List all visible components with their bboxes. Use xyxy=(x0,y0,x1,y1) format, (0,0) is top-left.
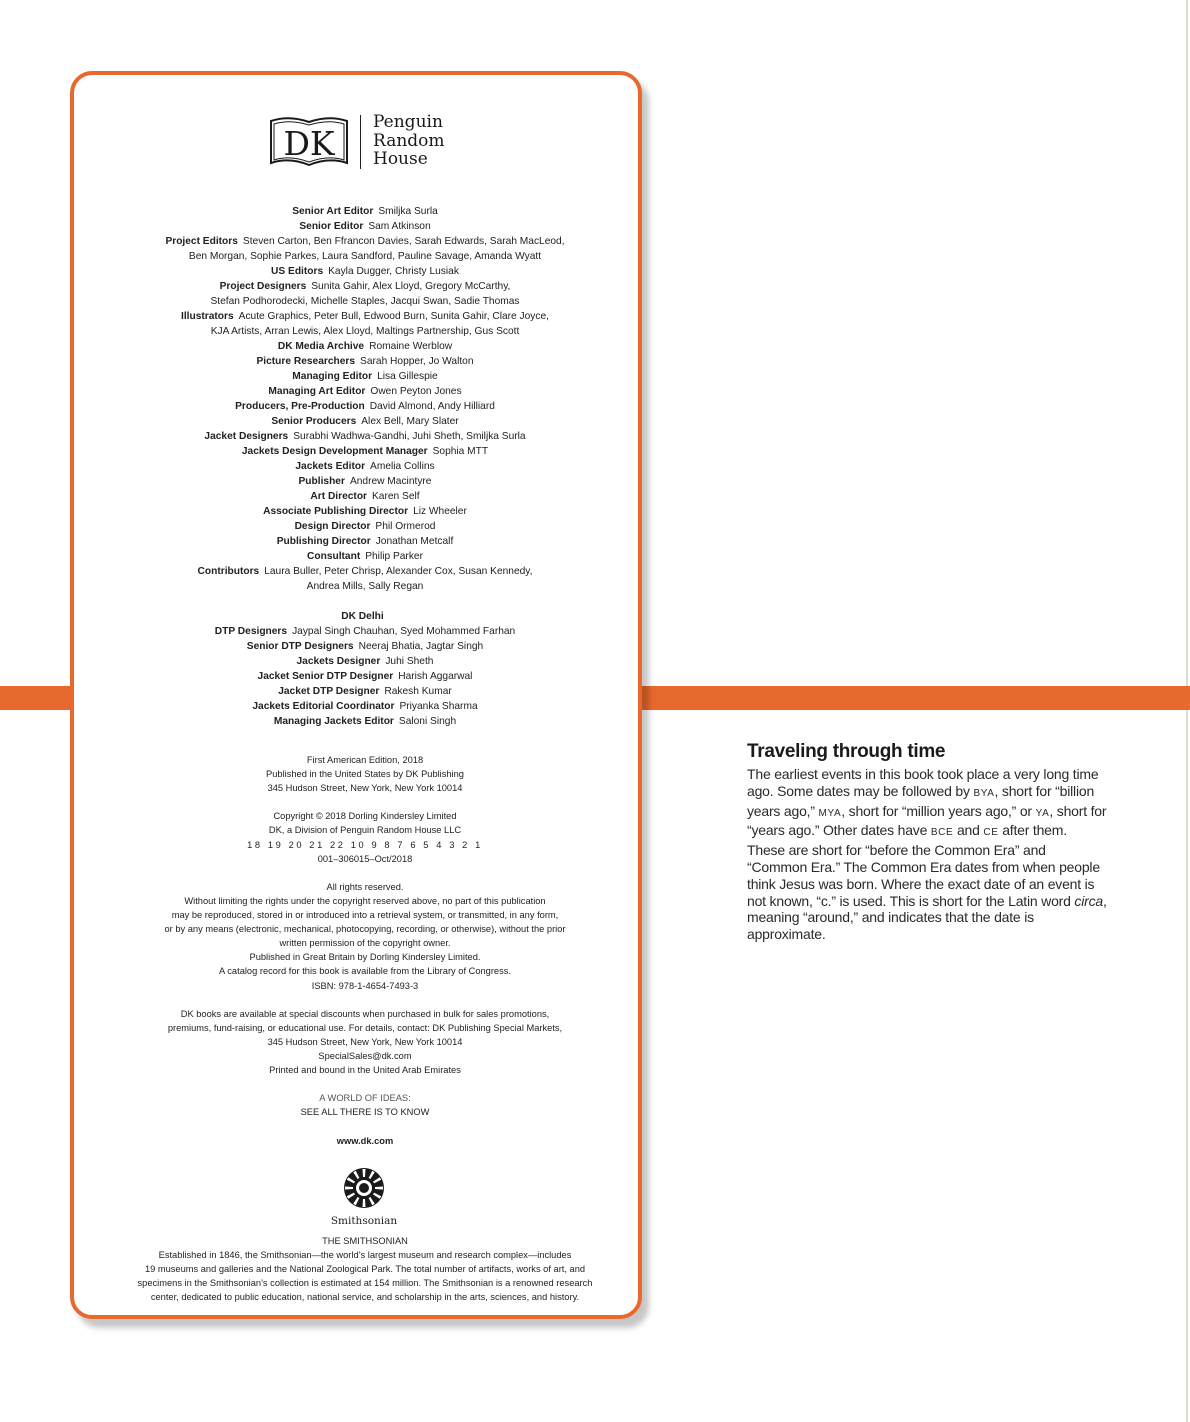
website-link[interactable]: www.dk.com xyxy=(336,1135,394,1146)
credit-role: Producers, Pre-Production xyxy=(235,401,365,412)
smithsonian-sun-icon xyxy=(324,1167,404,1213)
credit-role: DTP Designers xyxy=(214,626,288,637)
credit-line xyxy=(84,219,646,234)
credit-line xyxy=(84,564,646,579)
credit-role: Consultant xyxy=(307,551,361,562)
credit-names: Steven Carton, Ben Ffrancon Davies, Sarah Edwards, Sarah MacLeod, xyxy=(242,236,565,247)
credit-names: Neeraj Bhatia, Jagtar Singh xyxy=(358,641,484,652)
rights-line: written permission of the copyright owner. xyxy=(279,938,451,949)
edition-line: First American Edition, 2018 xyxy=(306,755,424,765)
credit-names: Ben Morgan, Sophie Parkes, Laura Sandford, Pauline Savage, Amanda Wyatt xyxy=(188,251,542,262)
spacer xyxy=(84,1077,646,1091)
smithsonian-line: Established in 1846, the Smithsonian—the world’s largest museum and research complex—includes xyxy=(158,1250,572,1261)
credit-line xyxy=(84,504,646,519)
credit-role: Jackets Design Development Manager xyxy=(241,446,428,457)
credit-names: Sunita Gahir, Alex Lloyd, Gregory McCarthy, xyxy=(311,281,511,292)
credit-line xyxy=(84,474,646,489)
credit-role: US Editors xyxy=(271,266,324,277)
tagline-line: SEE ALL THERE IS TO KNOW xyxy=(300,1107,430,1118)
smithsonian-line: center, dedicated to public education, national service, and scholarship in the arts, sciences, and history. xyxy=(150,1292,580,1303)
sidebar-text-part: , meaning “around,” and indicates that the date is approximate. xyxy=(747,892,1107,943)
dk-book-logo-icon xyxy=(269,115,349,169)
credit-names: Phil Ormerod xyxy=(375,521,436,532)
traveling-through-time-box xyxy=(747,740,1107,943)
credit-role: Senior DTP Designers xyxy=(246,641,354,652)
credit-line xyxy=(84,339,646,354)
credit-names: Laura Buller, Peter Chrisp, Alexander Cox, Susan Kennedy, xyxy=(264,566,533,577)
credit-names: Alex Bell, Mary Slater xyxy=(361,416,459,427)
credit-role: Publisher xyxy=(298,476,345,487)
credit-role: Picture Researchers xyxy=(256,356,356,367)
credit-line xyxy=(84,639,646,654)
ce-abbrev: CE xyxy=(983,827,999,839)
sidebar-text-part: after them. These are short for “before the Common Era” and “Common Era.” The Common Era dates from when people think Jesus was born. Where the exact date of an event is not known, “c.” is used. This is short for the Latin word xyxy=(747,822,1100,909)
credit-line xyxy=(84,384,646,399)
credit-line xyxy=(84,549,646,564)
spacer xyxy=(84,795,646,809)
special-sales-line: DK books are available at special discounts when purchased in bulk for sales promotions, xyxy=(180,1008,550,1019)
bce-abbrev: BCE xyxy=(930,827,954,839)
credit-role: Senior Producers xyxy=(271,416,357,427)
credit-names: Romaine Werblow xyxy=(369,341,453,352)
copyright-card xyxy=(70,71,642,1319)
credit-names: Karen Self xyxy=(372,491,420,502)
copyright-line: 001–306015–Oct/2018 xyxy=(317,853,413,864)
rights-line: Published in Great Britain by Dorling Kindersley Limited. xyxy=(249,952,481,963)
credit-names: Stefan Podhorodecki, Michelle Staples, Jacqui Swan, Sadie Thomas xyxy=(210,296,520,307)
smithsonian-wordmark: Smithsonian xyxy=(330,1215,398,1227)
delhi-heading xyxy=(84,609,646,624)
ya-abbrev: YA xyxy=(1035,807,1050,819)
edition-line: Published in the United States by DK Publishing xyxy=(266,769,464,780)
copyright-line: DK, a Division of Penguin Random House LLC xyxy=(268,825,462,836)
credit-line xyxy=(84,459,646,474)
sidebar-text-part: , short for “years ago.” Other dates have xyxy=(747,802,1107,839)
credit-line xyxy=(84,279,646,294)
credit-line xyxy=(84,369,646,384)
credit-line xyxy=(84,264,646,279)
spacer xyxy=(84,594,646,609)
credit-names: Surabhi Wadhwa-Gandhi, Juhi Sheth, Smiljka Surla xyxy=(293,431,526,442)
special-sales-line: premiums, fund-raising, or educational use. For details, contact: DK Publishing Special Markets, xyxy=(167,1022,563,1033)
tagline-line: A WORLD OF IDEAS: xyxy=(319,1093,411,1104)
credit-line xyxy=(84,489,646,504)
credit-line xyxy=(84,354,646,369)
credit-role: Managing Jackets Editor xyxy=(273,716,394,727)
credit-role: Design Director xyxy=(294,521,371,532)
credit-names: Saloni Singh xyxy=(398,716,457,727)
credit-line xyxy=(84,399,646,414)
edition-line: 345 Hudson Street, New York, New York 10014 xyxy=(267,783,463,794)
credit-role: Jacket Senior DTP Designer xyxy=(257,671,394,682)
bya-abbrev: BYA xyxy=(973,787,995,799)
credit-line xyxy=(84,699,646,714)
copyright-line: Copyright © 2018 Dorling Kindersley Limited xyxy=(273,811,457,822)
smithsonian-line: specimens in the Smithsonian’s collection is estimated at 154 million. The Smithsonian is a renowned research xyxy=(137,1278,593,1289)
prh-line-2: Random xyxy=(373,130,445,151)
sidebar-text-part: The earliest events in this book took place a very long time ago. Some dates may be followed by xyxy=(747,766,1099,799)
spacer xyxy=(84,993,646,1007)
rights-line: A catalog record for this book is available from the Library of Congress. xyxy=(219,966,511,977)
credit-role: Jacket DTP Designer xyxy=(278,686,380,697)
credit-names: Philip Parker xyxy=(365,551,423,562)
mya-abbrev: MYA xyxy=(818,807,842,819)
sidebar-title: Traveling through time xyxy=(747,741,946,762)
rights-line: or by any means (electronic, mechanical, photocopying, recording, or otherwise), without the prior xyxy=(164,924,566,935)
smithsonian-info xyxy=(84,1234,646,1304)
credit-names: Sarah Hopper, Jo Walton xyxy=(360,356,474,367)
credit-names: Harish Aggarwal xyxy=(398,671,473,682)
credit-line xyxy=(84,534,646,549)
credit-role: Jacket Designers xyxy=(204,431,289,442)
credit-names: Jaypal Singh Chauhan, Syed Mohammed Farhan xyxy=(292,626,516,637)
credit-names: Amelia Collins xyxy=(370,461,435,472)
sidebar-text-part: , short for “billion years ago,” xyxy=(747,782,1095,819)
credit-line xyxy=(84,324,646,339)
credit-role: Senior Art Editor xyxy=(292,206,374,217)
credit-line xyxy=(84,204,646,219)
credit-role: Project Designers xyxy=(219,281,307,292)
prh-line-1: Penguin xyxy=(373,112,443,132)
credit-line xyxy=(84,669,646,684)
credit-line xyxy=(84,714,646,729)
print-number-line: 18 19 20 21 22 10 9 8 7 6 5 4 3 2 1 xyxy=(247,839,483,850)
credit-role: Jackets Designer xyxy=(296,656,381,667)
credit-names: Rakesh Kumar xyxy=(384,686,452,697)
credit-line xyxy=(84,249,646,264)
credit-role: DK Media Archive xyxy=(277,341,365,352)
credit-role: Senior Editor xyxy=(299,221,364,232)
special-sales-email: SpecialSales@dk.com xyxy=(318,1050,412,1061)
credit-names: Andrew Macintyre xyxy=(349,476,432,487)
credit-names: Juhi Sheth xyxy=(385,656,434,667)
credit-role: Managing Art Editor xyxy=(268,386,366,397)
credit-names: Sophia MTT xyxy=(432,446,489,457)
isbn-line: ISBN: 978-1-4654-7493-3 xyxy=(311,980,419,991)
credit-line xyxy=(84,579,646,594)
credit-role: Managing Editor xyxy=(292,371,373,382)
credit-names: Priyanka Sharma xyxy=(399,701,478,712)
credit-role: Art Director xyxy=(310,491,368,502)
credit-role: Jackets Editor xyxy=(295,461,366,472)
credit-names: Liz Wheeler xyxy=(413,506,467,517)
credit-names: Acute Graphics, Peter Bull, Edwood Burn, Sunita Gahir, Clare Joyce, xyxy=(238,311,549,322)
credit-names: Owen Peyton Jones xyxy=(370,386,462,397)
credit-role: Contributors xyxy=(197,566,260,577)
special-sales-line: 345 Hudson Street, New York, New York 10014 xyxy=(267,1036,463,1047)
credit-names: David Almond, Andy Hilliard xyxy=(369,401,495,412)
credit-line xyxy=(84,294,646,309)
credit-role: Associate Publishing Director xyxy=(263,506,409,517)
credit-line xyxy=(84,414,646,429)
credit-line xyxy=(84,444,646,459)
publication-info xyxy=(84,753,646,1148)
spacer xyxy=(84,866,646,880)
penguin-random-house-wordmark xyxy=(373,113,445,169)
logo-divider xyxy=(360,115,361,169)
credit-line xyxy=(84,519,646,534)
credit-role: Project Editors xyxy=(165,236,238,247)
circa-word: circa xyxy=(1074,892,1103,909)
delhi-heading-text: DK Delhi xyxy=(341,611,384,622)
credit-line xyxy=(84,684,646,699)
credit-line xyxy=(84,654,646,669)
credit-names: Kayla Dugger, Christy Lusiak xyxy=(328,266,459,277)
credit-line xyxy=(84,309,646,324)
sidebar-text-part: , short for “million years ago,” or xyxy=(841,802,1036,819)
credit-role: Jackets Editorial Coordinator xyxy=(252,701,395,712)
smithsonian-logo xyxy=(324,1167,404,1233)
orange-band-right xyxy=(640,686,1190,710)
publisher-logo xyxy=(269,113,469,173)
credit-names: KJA Artists, Arran Lewis, Alex Lloyd, Maltings Partnership, Gus Scott xyxy=(210,326,520,337)
smithsonian-line: 19 museums and galleries and the National Zoological Park. The total number of artifacts, works of art, and xyxy=(144,1264,586,1275)
credit-names: Smiljka Surla xyxy=(378,206,438,217)
credit-names: Jonathan Metcalf xyxy=(375,536,454,547)
spacer xyxy=(84,1119,646,1133)
special-sales-line: Printed and bound in the United Arab Emirates xyxy=(269,1065,461,1076)
credit-names: Andrea Mills, Sally Regan xyxy=(306,581,424,592)
credit-role: Publishing Director xyxy=(276,536,371,547)
page-edge-line xyxy=(1186,0,1188,1422)
dk-letters: DK xyxy=(283,124,335,163)
credit-line xyxy=(84,624,646,639)
orange-band-left xyxy=(0,686,80,710)
rights-line: All rights reserved. xyxy=(326,881,404,892)
rights-line: Without limiting the rights under the copyright reserved above, no part of this publication xyxy=(184,895,546,906)
sidebar-text-part: and xyxy=(953,822,984,839)
rights-line: may be reproduced, stored in or introduced into a retrieval system, or transmitted, in any form, xyxy=(171,910,559,921)
credits-list xyxy=(84,204,646,729)
credit-names: Sam Atkinson xyxy=(368,221,431,232)
credit-line xyxy=(84,234,646,249)
credit-line xyxy=(84,429,646,444)
sidebar-text xyxy=(747,766,1107,943)
credit-names: Lisa Gillespie xyxy=(377,371,438,382)
prh-line-3: House xyxy=(373,149,428,169)
credit-role: Illustrators xyxy=(181,311,234,322)
smithsonian-title: THE SMITHSONIAN xyxy=(322,1236,408,1246)
